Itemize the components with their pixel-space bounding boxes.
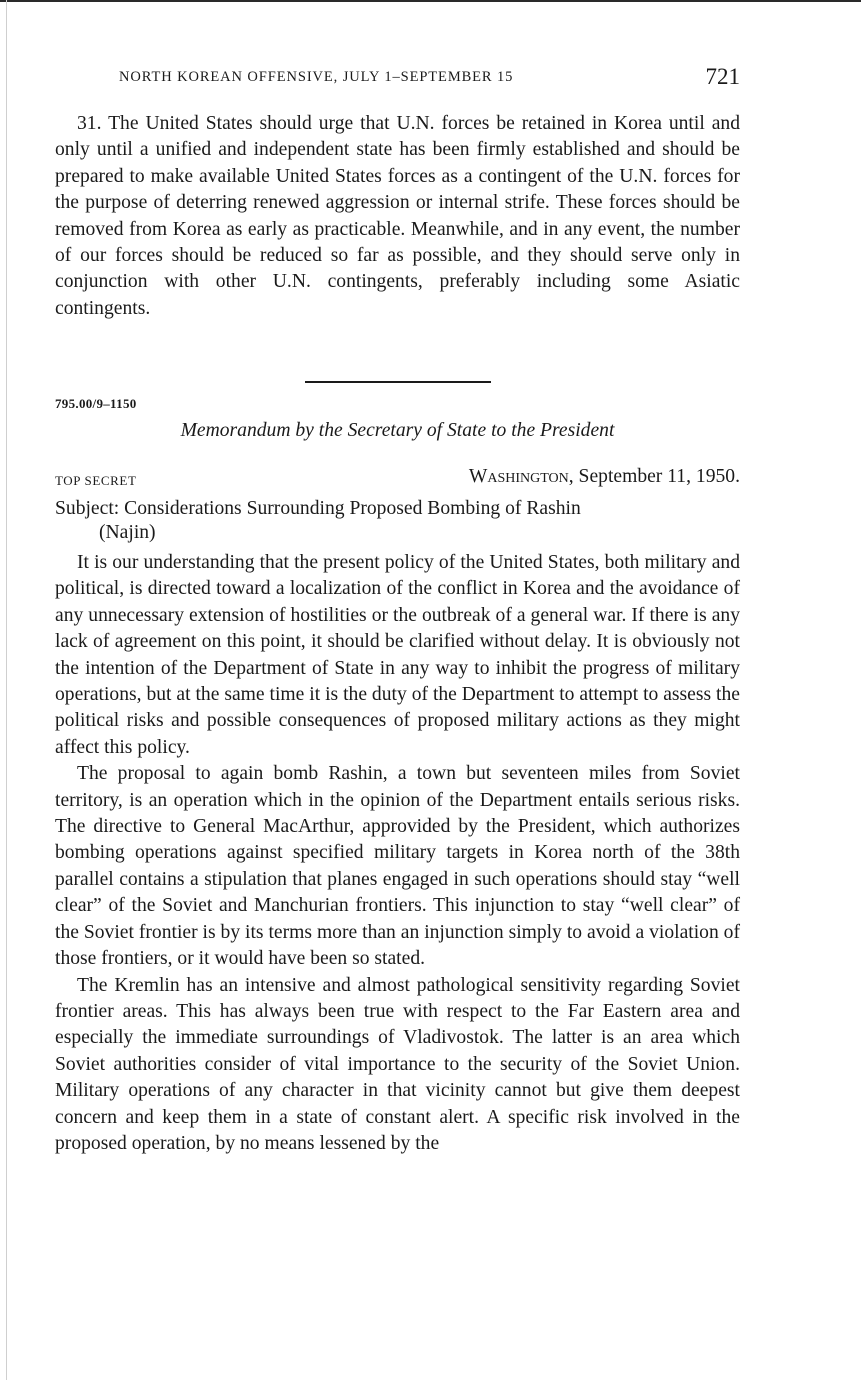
page-number: 721 xyxy=(705,64,740,89)
dateline-date: , September 11, 1950. xyxy=(568,466,740,487)
paragraph-31: 31. The United States should urge that U.N. forces be retained in Korea until and only until a unified and independent state has been firmly established and should be prepared to make available United States forces as a contingent of the U.N. forces for the purpose of deterring renewed aggression or internal strife. These forces should be removed from Korea as early as practicable. Meanwhile, and in any event, the number of our forces should be reduced so far as possible, and they should serve only in conjunction with other U.N. contingents, preferably including some Asiatic contingents. xyxy=(55,113,740,319)
subject-line xyxy=(55,497,740,545)
section-divider xyxy=(305,381,491,383)
document-title: Memorandum by the Secretary of State to the President xyxy=(180,420,615,441)
body-paragraph: It is our understanding that the present policy of the United States, both military and political, is directed toward a localization of the conflict in Korea and the avoidance of any unnecessary extension of hostilities or the outbreak of a general war. If there is any lack of agreement on this point, it should be clarified without delay. It is obviously not the intention of the Department of State in any way to inhibit the progress of military operations, but at the same time it is the duty of the Department to attempt to assess the political risks and possible consequences of proposed military actions as they might affect this policy. xyxy=(55,552,740,758)
top-border xyxy=(0,0,861,2)
dateline xyxy=(469,466,740,488)
left-margin-line xyxy=(6,0,7,1380)
memorandum-body xyxy=(55,550,740,1157)
file-number: 795.00/9–1150 xyxy=(55,396,137,411)
dateline-place: Washington xyxy=(468,466,569,487)
subject-text: Considerations Surrounding Proposed Bombing of Rashin xyxy=(124,498,581,519)
body-paragraph: The Kremlin has an intensive and almost pathological sensitivity regarding Soviet frontier areas. This has always been true with respect to the Far Eastern area and especially the immediate surroundings of Vladivostok. The latter is an area which Soviet authorities consider of vital importance to the security of the Soviet Union. Military operations of any character in that vicinity cannot but give them deepest concern and keep them in a state of constant alert. A specific risk involved in the proposed operation, by no means lessened by the xyxy=(55,974,740,1154)
subject-text-continued: (Najin) xyxy=(99,522,156,543)
subject-label: Subject: xyxy=(55,498,120,519)
classification-label: TOP SECRET xyxy=(55,473,137,488)
body-paragraph: The proposal to again bomb Rashin, a town but seventeen miles from Soviet territory, is an operation which in the opinion of the Department entails serious risks. The directive to General MacArthur, approvided by the President, which authorizes bombing operations against specified military targets in Korea north of the 38th parallel contains a stipulation that planes engaged in such operations should stay “well clear” of the Soviet and Manchurian frontiers. This injunction to stay “well clear” of the Soviet frontier is by its terms more than an injunction simply to avoid a violation of those frontiers, or it would have been so stated. xyxy=(55,763,740,970)
running-head xyxy=(55,66,740,90)
running-head-title: NORTH KOREAN OFFENSIVE, JULY 1–SEPTEMBER 15 xyxy=(119,69,514,85)
